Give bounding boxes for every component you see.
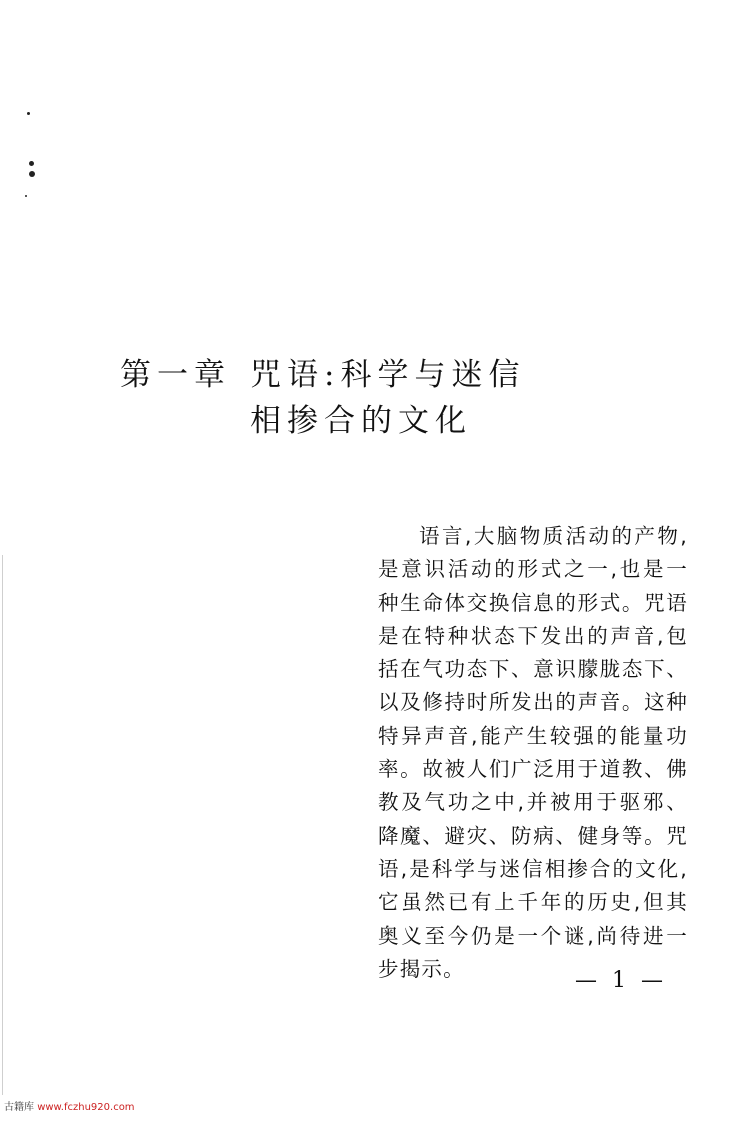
scan-speck: [29, 161, 34, 166]
scan-edge-line: [2, 555, 3, 1095]
chapter-heading-line-1: [120, 352, 525, 398]
watermark-url: www.fczhu920.com: [37, 1102, 135, 1113]
chapter-heading: [120, 352, 525, 444]
chapter-number: 第一章: [120, 357, 231, 393]
watermark: [4, 1098, 135, 1113]
chapter-intro: [378, 520, 688, 986]
scan-speck: [29, 171, 35, 177]
chapter-title-line-2: 相掺合的文化: [250, 403, 472, 439]
page-number: — 1 —: [575, 968, 667, 993]
scan-speck: [25, 195, 27, 197]
watermark-site-name: 古籍库: [4, 1102, 34, 1113]
intro-paragraph: 语言,大脑物质活动的产物,是意识活动的形式之一,也是一种生命体交换信息的形式。咒语是在特种状态下发出的声音,包括在气功态下、意识朦胧态下、以及修持时所发出的声音。这种特异声音,能产生较强的能量功率。故被人们广泛用于道教、佛教及气功之中,并被用于驱邪、降魔、避灾、防病、健身等。咒语,是科学与迷信相掺合的文化,它虽然已有上千年的历史,但其奥义至今仍是一个谜,尚待进一步揭示。: [378, 524, 688, 981]
scan-speck: [27, 112, 30, 115]
chapter-title-line-1: 咒语:科学与迷信: [250, 357, 526, 393]
